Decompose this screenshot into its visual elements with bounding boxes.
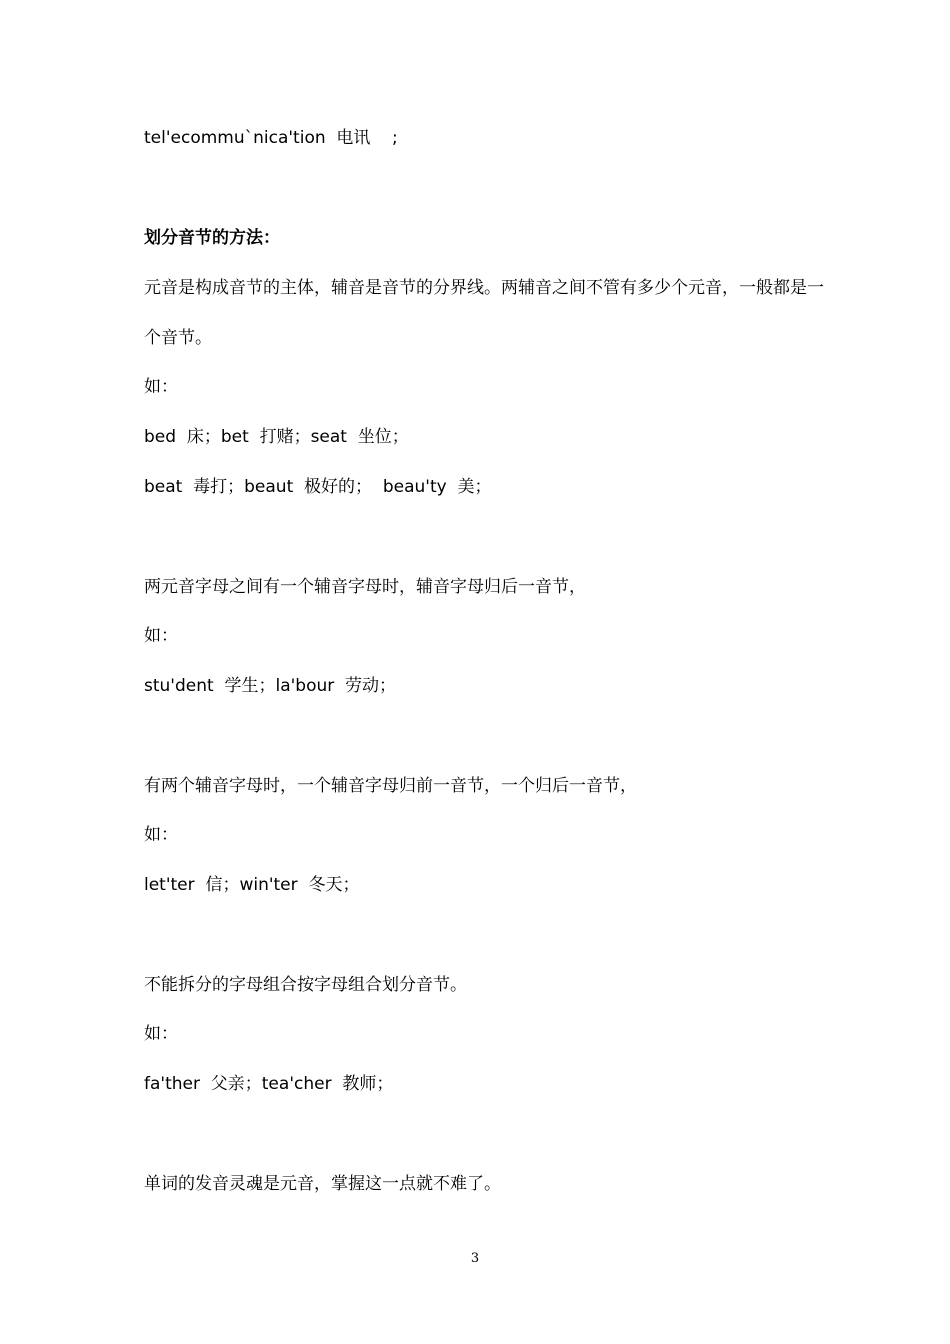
example-label: 如： <box>144 626 178 646</box>
paragraph-line: 单词的发音灵魂是元音，掌握这一点就不难了。 <box>144 1174 501 1194</box>
example-label: 如： <box>144 1024 178 1044</box>
example-telecommunication: tel'ecommu`nica'tion 电讯 ; <box>144 128 398 148</box>
paragraph-line: 有两个辅音字母时，一个辅音字母归前一音节，一个归后一音节， <box>144 776 637 796</box>
example-line: bed 床；bet 打赌；seat 坐位； <box>144 427 409 447</box>
paragraph-line: 不能拆分的字母组合按字母组合划分音节。 <box>144 975 467 995</box>
example-line: let'ter 信；win'ter 冬天； <box>144 875 360 895</box>
page-number: 3 <box>470 1251 480 1266</box>
paragraph-line: 两元音字母之间有一个辅音字母时，辅音字母归后一音节， <box>144 577 586 597</box>
example-line: fa'ther 父亲；tea'cher 教师； <box>144 1074 394 1094</box>
example-line: beat 毒打；beaut 极好的； beau'ty 美； <box>144 477 492 497</box>
example-label: 如： <box>144 825 178 845</box>
section-heading: 划分音节的方法： <box>144 228 280 248</box>
paragraph-line: 元音是构成音节的主体，辅音是音节的分界线。两辅音之间不管有多少个元音，一般都是一 <box>144 278 824 298</box>
paragraph-line: 个音节。 <box>144 328 212 348</box>
example-label: 如： <box>144 377 178 397</box>
example-line: stu'dent 学生；la'bour 劳动； <box>144 676 397 696</box>
